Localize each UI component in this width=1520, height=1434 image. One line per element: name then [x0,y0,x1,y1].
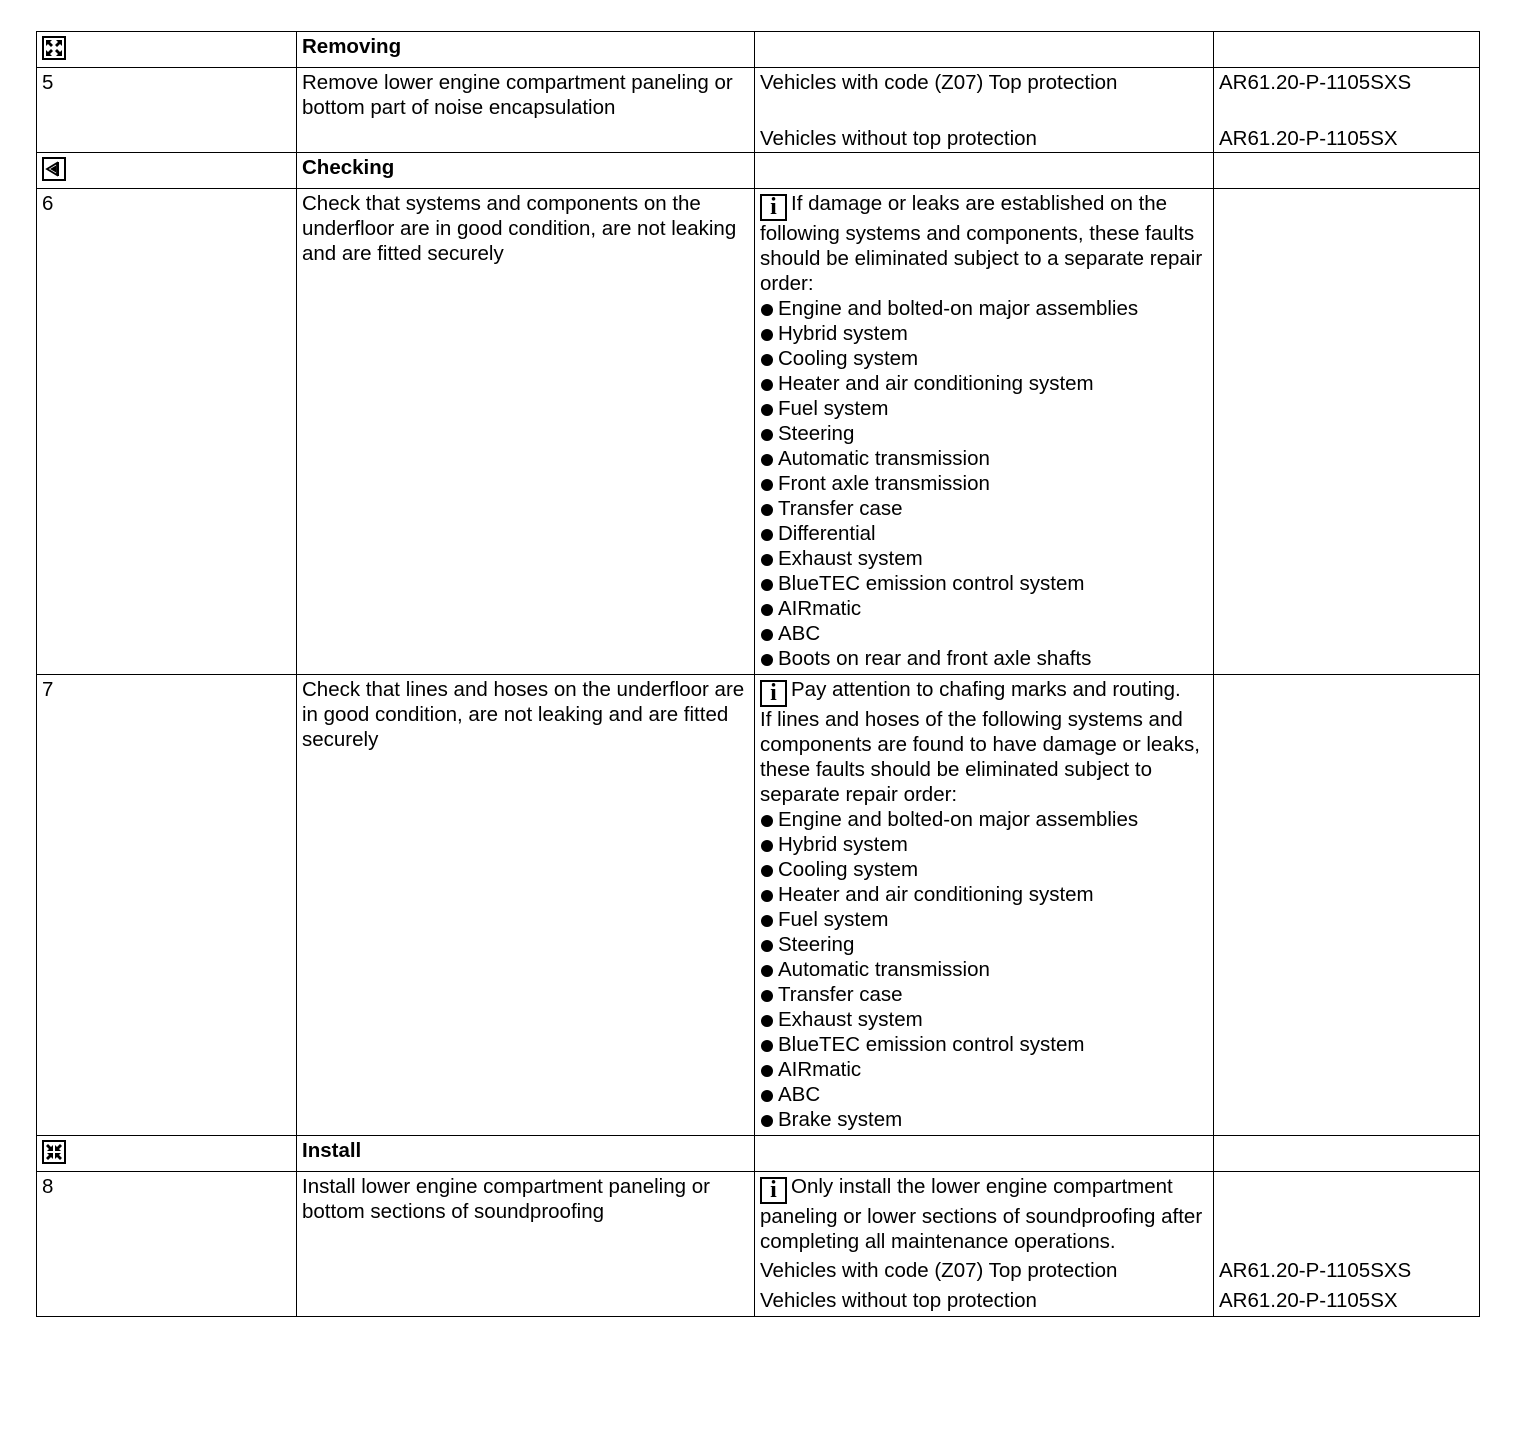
table-row [37,68,1480,153]
list-item: Steering [760,421,1208,446]
step-action: Install lower engine compartment paneling or bottom sections of soundproofing [297,1172,755,1317]
step-info [755,189,1214,675]
check-icon [42,157,66,181]
info-text: Pay attention to chafing marks and routing. [791,678,1181,701]
section-title: Removing [297,32,755,68]
list-item: Brake system [760,1107,1208,1132]
procedure-table [36,31,1480,1317]
list-item: Exhaust system [760,1007,1208,1032]
note-with-protection: Vehicles with code (Z07) Top protection [760,1259,1118,1282]
list-item: Fuel system [760,396,1208,421]
list-item: Heater and air conditioning system [760,882,1208,907]
list-item: AIRmatic [760,596,1208,621]
list-item: Transfer case [760,496,1208,521]
list-item: Automatic transmission [760,446,1208,471]
step-number: 5 [37,68,297,153]
list-item: Heater and air conditioning system [760,371,1208,396]
list-item: Front axle transmission [760,471,1208,496]
list-item: Cooling system [760,346,1208,371]
section-header-removing [37,32,1480,68]
reference-link[interactable]: AR61.20-P-1105SX [1219,127,1398,150]
list-item: ABC [760,1082,1208,1107]
section-icon-cell [37,1136,297,1172]
list-item: Cooling system [760,857,1208,882]
table-row [37,675,1480,1136]
list-item: Exhaust system [760,546,1208,571]
list-item: Steering [760,932,1208,957]
reference-link[interactable]: AR61.20-P-1105SXS [1219,1259,1412,1282]
section-title: Checking [297,153,755,189]
step-info [755,1172,1214,1317]
list-item: Engine and bolted-on major assemblies [760,807,1208,832]
list-item: Hybrid system [760,321,1208,346]
info-text: If damage or leaks are established on the following systems and components, these faults should be eliminated subject to a separate repair order: [760,192,1203,295]
list-item: AIRmatic [760,1057,1208,1082]
list-item: BlueTEC emission control system [760,571,1208,596]
reference-link[interactable]: AR61.20-P-1105SX [1219,1289,1398,1312]
note-without-protection: Vehicles without top protection [760,1289,1037,1312]
table-row [37,189,1480,675]
info-icon: i [760,680,787,707]
step-action: Check that lines and hoses on the underfloor are in good condition, are not leaking and are fitted securely [297,675,755,1136]
info-text: Only install the lower engine compartment paneling or lower sections of soundproofing after completing all maintenance operations. [760,1175,1203,1253]
remove-icon [42,36,66,60]
note-without-protection: Vehicles without top protection [760,127,1037,150]
section-header-checking [37,153,1480,189]
component-list [760,296,1208,671]
reference-link[interactable]: AR61.20-P-1105SXS [1219,71,1412,94]
section-header-install [37,1136,1480,1172]
step-notes [755,68,1214,153]
info-text-secondary: If lines and hoses of the following systems and components are found to have damage or leaks, these faults should be eliminated subject to separate repair order: [760,708,1200,806]
list-item: Transfer case [760,982,1208,1007]
table-row [37,1172,1480,1317]
list-item: ABC [760,621,1208,646]
step-action: Remove lower engine compartment paneling or bottom part of noise encapsulation [297,68,755,153]
list-item: Automatic transmission [760,957,1208,982]
list-item: Fuel system [760,907,1208,932]
note-with-protection: Vehicles with code (Z07) Top protection [760,71,1118,94]
install-icon [42,1140,66,1164]
list-item: Differential [760,521,1208,546]
step-number: 7 [37,675,297,1136]
component-list [760,807,1208,1132]
section-icon-cell [37,32,297,68]
section-title: Install [297,1136,755,1172]
step-number: 8 [37,1172,297,1317]
step-refs [1214,68,1480,153]
info-icon: i [760,1177,787,1204]
section-icon-cell [37,153,297,189]
list-item: Hybrid system [760,832,1208,857]
list-item: BlueTEC emission control system [760,1032,1208,1057]
step-action: Check that systems and components on the underfloor are in good condition, are not leaking and are fitted securely [297,189,755,675]
list-item: Boots on rear and front axle shafts [760,646,1208,671]
info-icon: i [760,194,787,221]
list-item: Engine and bolted-on major assemblies [760,296,1208,321]
step-info [755,675,1214,1136]
step-refs [1214,1172,1480,1317]
step-number: 6 [37,189,297,675]
